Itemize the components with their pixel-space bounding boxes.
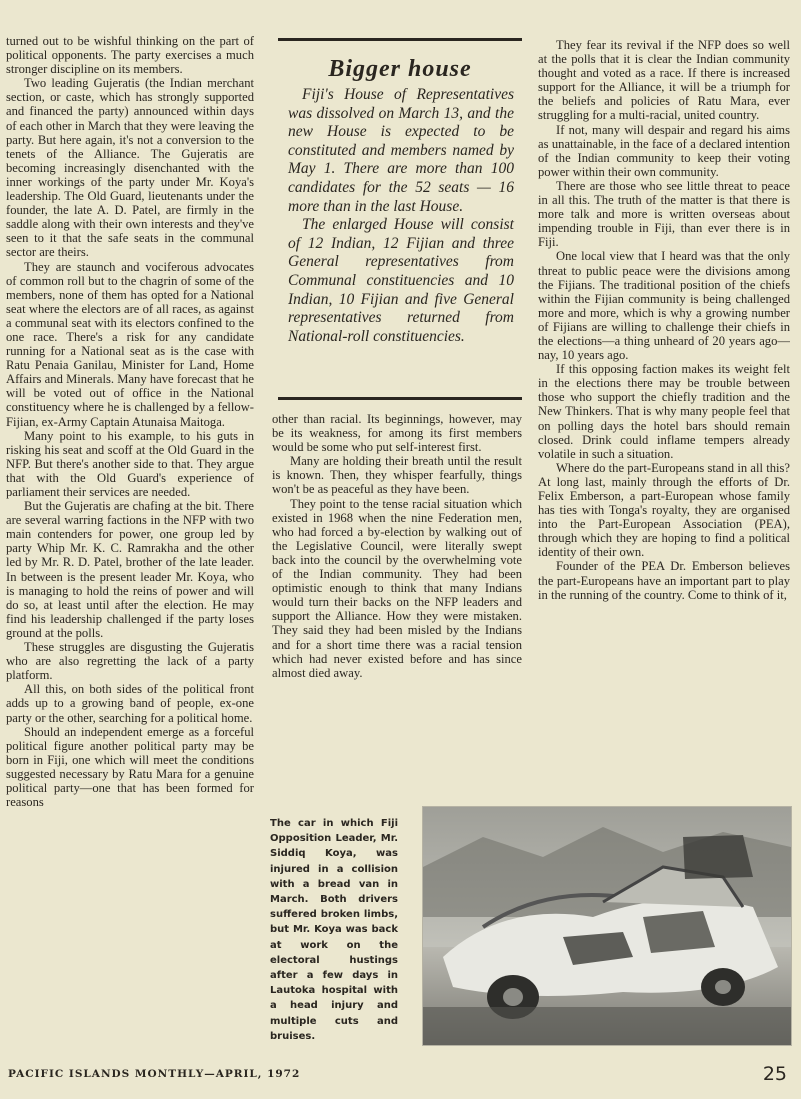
paragraph: All this, on both sides of the political front adds up to a growing band of people, ex-one party or the other, searching for a political home.	[6, 682, 254, 725]
paragraph: If not, many will despair and regard his aims as unattainable, in the face of a declared intention of the Indian community to keep their voting power within their own community.	[538, 122, 790, 179]
paragraph: Many point to his example, to his guts in risking his seat and scoff at the Old Guard in the NFP. But there's another side to that. They argue that with the Old Guard's experience of parliament their services are needed.	[6, 428, 254, 499]
photo-caption: The car in which Fiji Opposition Leader, Mr. Siddiq Koya, was injured in a collision with a bread van in March. Both drivers suffered broken limbs, but Mr. Koya was back at work on the electoral hustings after a few days in Lautoka hospital with a head injury and multiple cuts and bruises.	[270, 818, 398, 1042]
paragraph: One local view that I heard was that the only threat to public peace were the divisions among the Fijians. The traditional position of the chiefs within the Fijian community is being challenged more and more, which is why a growing number of Fijians are willing to challenge their chiefs in the elections—a thing unheard of 20 years ago—nay, 10 years ago.	[538, 249, 790, 363]
car-crash-photo	[422, 806, 792, 1046]
paragraph: If this opposing faction makes its weight felt in the elections there may be trouble between those who support the chiefly tradition and the New Thinkers. That is why many people feel that on polling days the hotel bars should remain closed. Drink could inflame tempers already volatile in such a situation.	[538, 362, 790, 461]
box-title: Bigger house	[328, 56, 472, 82]
box-paragraph: Fiji's House of Representatives was dissolved on March 13, and the new House is expected to be constituted and members named by May 1. There are more than 100 candidates for the 52 seats — 16 more than in the last House.	[288, 86, 514, 215]
paragraph: Many are holding their breath until the result is known. Then, they whisper fearfully, things won't be as peaceful as they have been.	[272, 454, 522, 497]
article-column-2	[272, 412, 522, 784]
box-body	[288, 86, 514, 346]
article-column-3	[538, 38, 790, 778]
paragraph: They point to the tense racial situation which existed in 1968 when the nine Federation men, who had forced a by-election by walking out of the Legislative Council, were literally swept back into the council by the overwhelming vote of the Indian community. They had been optimistic enough to think that many Indians would turn their backs on the NFP leaders and support the Alliance. How they were mistaken. They said they had been misled by the Indians and for a short time there was a racial tension which had never existed before and has since almost died away.	[272, 496, 522, 680]
page-number: 25	[762, 1063, 787, 1085]
paragraph: They are staunch and vociferous advocates of common roll but to the chagrin of some of the members, none of them has opted for a National seat where the electors are of all races, as against a communal seat with its electors confined to the one race. There's a risk for any candidate running for a National seat as is the case with Ratu Penaia Ganilau, Minister for Land, Home Affairs and Minerals. Many have forecast that he will be voted out of office in the National constituency where he is challenged by a fellow-Fijian, ex-Army Captain Atunaisa Maitoga.	[6, 259, 254, 429]
paragraph: These struggles are disgusting the Gujeratis who are also regretting the lack of a party platform.	[6, 640, 254, 683]
bottom-rule	[278, 397, 522, 400]
paragraph: turned out to be wishful thinking on the part of political opponents. The party exercises a much stronger discipline on its members.	[6, 34, 254, 77]
publication-footer: PACIFIC ISLANDS MONTHLY—APRIL, 1972	[8, 1068, 301, 1080]
paragraph: Founder of the PEA Dr. Emberson believes the part-Europeans have an important part to play in the running of the country. Come to think of it,	[538, 559, 790, 602]
top-rule	[278, 38, 522, 41]
sidebar-box	[278, 38, 522, 400]
paragraph: But the Gujeratis are chafing at the bit. There are several warring factions in the NFP with two main contenders for power, one group led by party Whip Mr. K. C. Ramrakha and the other led by Mr. R. D. Patel, brother of the late leader. In between is the present leader Mr. Koya, who is managing to hold the reins of power and will do so, at least until after the election. He may find his leadership challenged if the party loses ground at the polls.	[6, 499, 254, 640]
paragraph: There are those who see little threat to peace in all this. The truth of the matter is that there is more talk and more is written overseas about impending trouble in Fiji, than ever there is in Fiji.	[538, 178, 790, 250]
paragraph: other than racial. Its beginnings, however, may be its weakness, for among its first members would be some who put self-interest first.	[272, 412, 522, 455]
paragraph: Where do the part-Europeans stand in all this? At long last, mainly through the efforts of Dr. Felix Emberson, a part-European whose family has ties with Tonga's royalty, they are organised into the Part-European Association (PEA), through which they are hoping to find a political identity of their own.	[538, 460, 790, 560]
paragraph: Should an independent emerge as a forceful political figure another political party may be born in Fiji, one which will meet the conditions suggested necessary by Ratu Mara for a genuine political party—one that has been formed for reasons	[6, 724, 254, 810]
box-paragraph: The enlarged House will consist of 12 Indian, 12 Fijian and three General representatives from Communal constituencies and 10 Indian, 10 Fijian and five General representatives returned from National-roll constituencies.	[288, 216, 514, 345]
car-crash-photo-graphic	[423, 807, 791, 1045]
article-column-1	[6, 34, 254, 1054]
paragraph: They fear its revival if the NFP does so well at the polls that it is clear the Indian community thought and voted as a race. If there is increased support for the Alliance, it will be a triumph for the beliefs and policies of Ratu Mara, ever struggling for a multi-racial, united country.	[538, 38, 790, 123]
paragraph: Two leading Gujeratis (the Indian merchant section, or caste, which has strongly supported and financed the party) announced within days of each other in March that they were leaving the party. But here again, it's not a conversion to the tenets of the Alliance. The Gujeratis are becoming increasingly disenchanted with the inner workings of the party under Mr. Koya's leadership. The Old Guard, lieutenants under the founder, the late A. D. Patel, are firmly in the saddle along with their own interests and they've seen to it that the safe seats in the communal sector are theirs.	[6, 76, 254, 260]
